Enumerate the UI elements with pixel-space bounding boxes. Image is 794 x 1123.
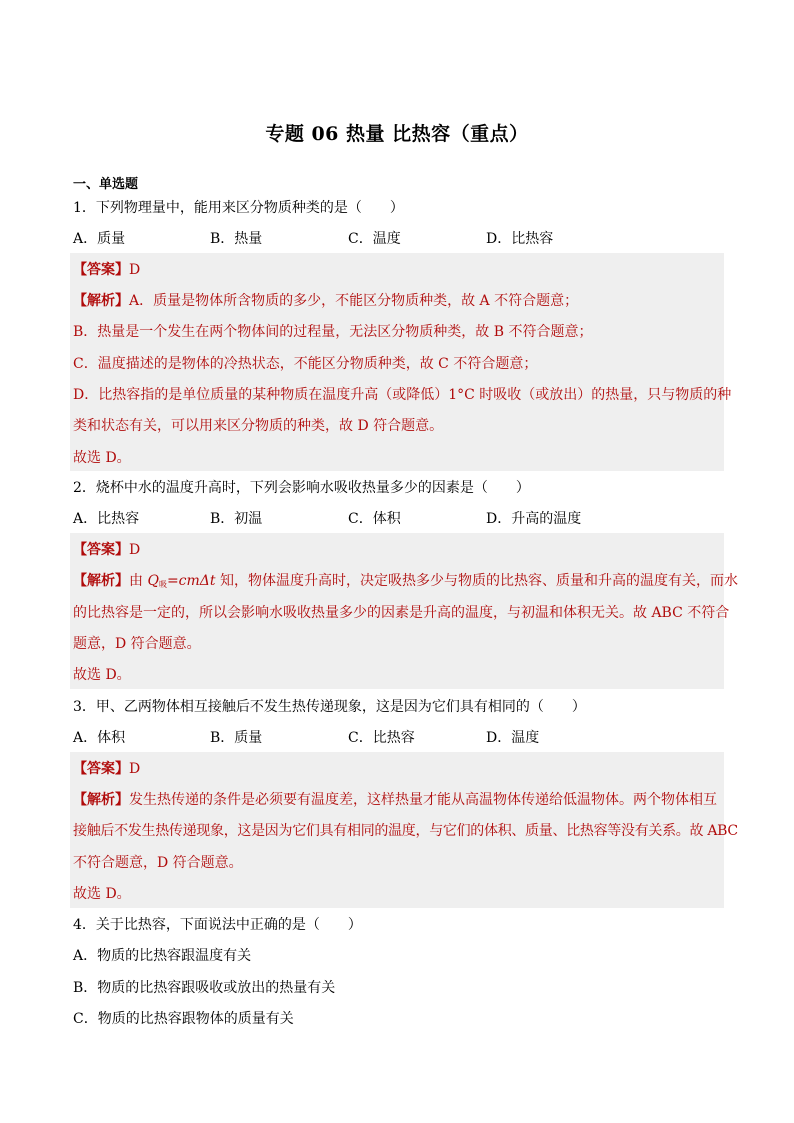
page-title: 专题 06 热量 比热容（重点） (265, 123, 529, 145)
q2-option-a: A．比热容 (73, 511, 140, 527)
q1-option-d: D．比热容 (486, 231, 554, 247)
answer-tag: 【答案】 (73, 262, 129, 278)
q2-answer: 【答案】D (73, 542, 141, 558)
question-1-stem: 1．下列物理量中，能用来区分物质种类的是（ ） (73, 200, 404, 216)
q3-option-d: D．温度 (486, 730, 540, 746)
q2-analysis-line-3: 题意，D 符合题意。 (73, 636, 201, 652)
q1-analysis-line-3: C．温度描述的是物体的冷热状态，不能区分物质种类，故 C 不符合题意； (73, 356, 538, 372)
q2-analysis-line-1: 【解析】由 $Q_吸=cm\Delta t$ 知，物体温度升高时，决定吸热多少与物质的比热容、质量和升高的温度有关，而水 (73, 573, 738, 589)
q2-option-b: B．初温 (210, 511, 263, 527)
q4-option-c: C．物质的比热容跟物体的质量有关 (73, 1011, 294, 1027)
q3-analysis-line-4: 故选 D。 (73, 886, 131, 902)
q1-analysis-line-5: 类和状态有关，可以用来区分物质的种类，故 D 符合题意。 (73, 418, 444, 434)
q3-analysis-line-2: 接触后不发生热传递现象，这是因为它们具有相同的温度，与它们的体积、质量、比热容等没有关系。故 ABC (73, 823, 738, 839)
formula: $Q_吸=cm\Delta t$ (147, 573, 216, 589)
q1-answer-value: D (129, 262, 141, 278)
q1-analysis-line-2: B．热量是一个发生在两个物体间的过程量，无法区分物质种类，故 B 不符合题意； (73, 324, 593, 340)
q1-option-c: C．温度 (348, 231, 401, 247)
q2-analysis-line-2: 的比热容是一定的，所以会影响水吸收热量多少的因素是升高的温度，与初温和体积无关。故 ABC 不符合 (73, 605, 730, 621)
q1-option-a: A．质量 (73, 231, 126, 247)
q3-option-b: B．质量 (210, 730, 263, 746)
question-3-stem: 3．甲、乙两物体相互接触后不发生热传递现象，这是因为它们具有相同的（ ） (73, 699, 586, 715)
q3-analysis-line-3: 不符合题意，D 符合题意。 (73, 855, 243, 871)
question-2-stem: 2．烧杯中水的温度升高时，下列会影响水吸收热量多少的因素是（ ） (73, 480, 530, 496)
q1-option-b: B．热量 (210, 231, 263, 247)
q1-analysis-line-1: 【解析】A．质量是物体所含物质的多少，不能区分物质种类，故 A 不符合题意； (73, 293, 579, 309)
q1-analysis-line-4: D．比热容指的是单位质量的某种物质在温度升高（或降低）1°C 时吸收（或放出）的热量，只与物质的种 (73, 387, 732, 403)
q3-analysis-line-1: 【解析】发生热传递的条件是必须要有温度差，这样热量才能从高温物体传递给低温物体。两个物体相互 (73, 792, 717, 808)
q3-option-a: A．体积 (73, 730, 126, 746)
q4-option-b: B．物质的比热容跟吸收或放出的热量有关 (73, 980, 336, 996)
q1-analysis-line-6: 故选 D。 (73, 450, 131, 466)
q2-analysis-line-4: 故选 D。 (73, 667, 131, 683)
q2-option-d: D．升高的温度 (486, 511, 582, 527)
q1-answer (73, 261, 140, 279)
q2-option-c: C．体积 (348, 511, 401, 527)
q3-answer-value: D (129, 761, 141, 777)
q3-answer: 【答案】D (73, 761, 141, 777)
q4-option-a: A．物质的比热容跟温度有关 (73, 948, 252, 964)
q3-option-c: C．比热容 (348, 730, 415, 746)
section-heading: 一、单选题 (73, 177, 139, 192)
question-4-stem: 4．关于比热容，下面说法中正确的是（ ） (73, 917, 362, 933)
q2-answer-value: D (129, 542, 141, 558)
analysis-tag: 【解析】 (73, 293, 129, 309)
